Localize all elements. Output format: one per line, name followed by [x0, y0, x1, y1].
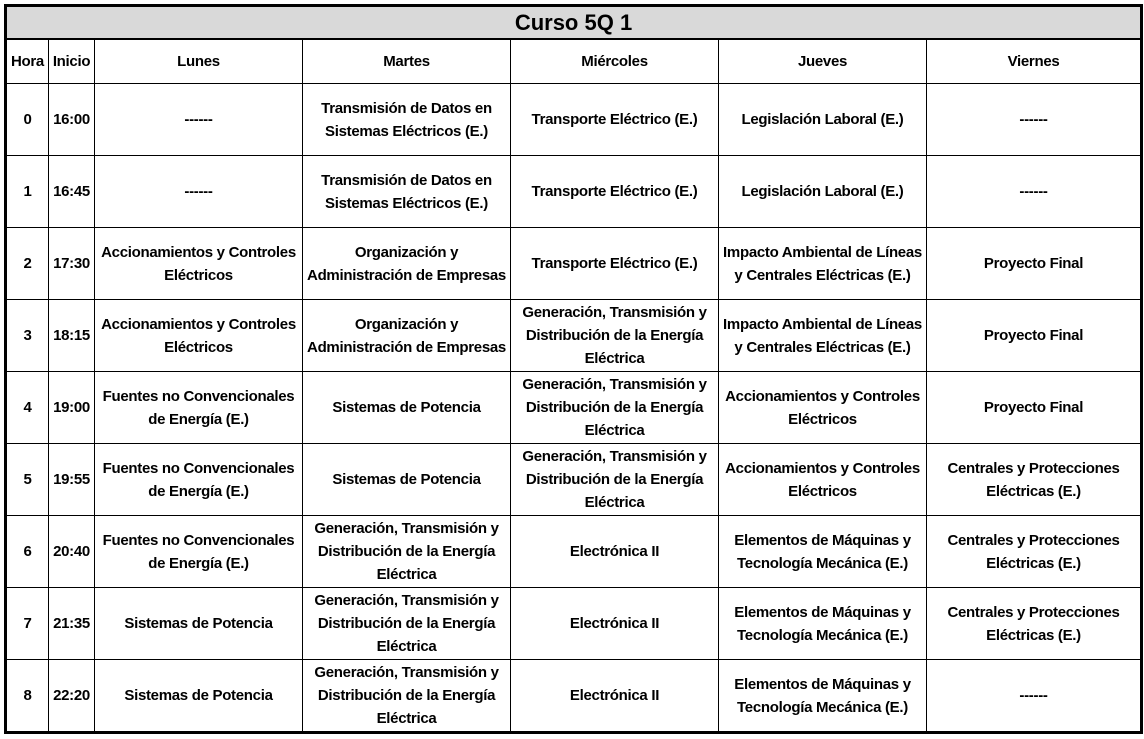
inicio-cell: 20:40: [49, 516, 95, 588]
table-row: [6, 660, 1142, 733]
table-row: [6, 84, 1142, 156]
lunes-cell: Fuentes no Convencionales de Energía (E.): [95, 516, 303, 588]
viernes-cell: Centrales y Protecciones Eléctricas (E.): [927, 444, 1142, 516]
jueves-cell: Legislación Laboral (E.): [719, 84, 927, 156]
hora-cell: 8: [6, 660, 49, 733]
miercoles-cell: Generación, Transmisión y Distribución de la Energía Eléctrica: [511, 444, 719, 516]
hora-cell: 3: [6, 300, 49, 372]
lunes-cell: ------: [95, 84, 303, 156]
viernes-cell: ------: [927, 660, 1142, 733]
martes-cell: Organización y Administración de Empresas: [303, 300, 511, 372]
table-row: [6, 300, 1142, 372]
martes-cell: Organización y Administración de Empresas: [303, 228, 511, 300]
jueves-cell: Impacto Ambiental de Líneas y Centrales Eléctricas (E.): [719, 300, 927, 372]
header-viernes: Viernes: [927, 39, 1142, 84]
miercoles-cell: Transporte Eléctrico (E.): [511, 228, 719, 300]
miercoles-cell: Electrónica II: [511, 660, 719, 733]
header-lunes: Lunes: [95, 39, 303, 84]
header-miercoles: Miércoles: [511, 39, 719, 84]
inicio-cell: 18:15: [49, 300, 95, 372]
martes-cell: Transmisión de Datos en Sistemas Eléctricos (E.): [303, 84, 511, 156]
table-row: [6, 588, 1142, 660]
jueves-cell: Accionamientos y Controles Eléctricos: [719, 372, 927, 444]
hora-cell: 0: [6, 84, 49, 156]
viernes-cell: ------: [927, 84, 1142, 156]
schedule-table: [4, 4, 1143, 734]
lunes-cell: Sistemas de Potencia: [95, 660, 303, 733]
header-jueves: Jueves: [719, 39, 927, 84]
hora-cell: 6: [6, 516, 49, 588]
miercoles-cell: Electrónica II: [511, 516, 719, 588]
table-row: [6, 156, 1142, 228]
header-hora: Hora: [6, 39, 49, 84]
inicio-cell: 21:35: [49, 588, 95, 660]
martes-cell: Generación, Transmisión y Distribución de la Energía Eléctrica: [303, 516, 511, 588]
lunes-cell: Fuentes no Convencionales de Energía (E.): [95, 372, 303, 444]
hora-cell: 2: [6, 228, 49, 300]
martes-cell: Sistemas de Potencia: [303, 444, 511, 516]
viernes-cell: Centrales y Protecciones Eléctricas (E.): [927, 516, 1142, 588]
hora-cell: 4: [6, 372, 49, 444]
viernes-cell: Centrales y Protecciones Eléctricas (E.): [927, 588, 1142, 660]
viernes-cell: Proyecto Final: [927, 228, 1142, 300]
hora-cell: 5: [6, 444, 49, 516]
martes-cell: Generación, Transmisión y Distribución de la Energía Eléctrica: [303, 588, 511, 660]
martes-cell: Sistemas de Potencia: [303, 372, 511, 444]
lunes-cell: Sistemas de Potencia: [95, 588, 303, 660]
jueves-cell: Legislación Laboral (E.): [719, 156, 927, 228]
table-row: [6, 516, 1142, 588]
martes-cell: Transmisión de Datos en Sistemas Eléctricos (E.): [303, 156, 511, 228]
table-row: [6, 444, 1142, 516]
inicio-cell: 17:30: [49, 228, 95, 300]
jueves-cell: Elementos de Máquinas y Tecnología Mecánica (E.): [719, 516, 927, 588]
viernes-cell: Proyecto Final: [927, 372, 1142, 444]
table-row: [6, 228, 1142, 300]
inicio-cell: 19:00: [49, 372, 95, 444]
miercoles-cell: Generación, Transmisión y Distribución de la Energía Eléctrica: [511, 300, 719, 372]
table-row: [6, 372, 1142, 444]
miercoles-cell: Transporte Eléctrico (E.): [511, 156, 719, 228]
schedule-title: Curso 5Q 1: [6, 6, 1142, 40]
inicio-cell: 16:45: [49, 156, 95, 228]
inicio-cell: 22:20: [49, 660, 95, 733]
jueves-cell: Elementos de Máquinas y Tecnología Mecánica (E.): [719, 660, 927, 733]
inicio-cell: 16:00: [49, 84, 95, 156]
jueves-cell: Accionamientos y Controles Eléctricos: [719, 444, 927, 516]
hora-cell: 7: [6, 588, 49, 660]
lunes-cell: Accionamientos y Controles Eléctricos: [95, 300, 303, 372]
miercoles-cell: Generación, Transmisión y Distribución de la Energía Eléctrica: [511, 372, 719, 444]
martes-cell: Generación, Transmisión y Distribución de la Energía Eléctrica: [303, 660, 511, 733]
jueves-cell: Impacto Ambiental de Líneas y Centrales Eléctricas (E.): [719, 228, 927, 300]
viernes-cell: Proyecto Final: [927, 300, 1142, 372]
schedule-container: [4, 4, 1140, 734]
inicio-cell: 19:55: [49, 444, 95, 516]
lunes-cell: Accionamientos y Controles Eléctricos: [95, 228, 303, 300]
jueves-cell: Elementos de Máquinas y Tecnología Mecánica (E.): [719, 588, 927, 660]
viernes-cell: ------: [927, 156, 1142, 228]
lunes-cell: ------: [95, 156, 303, 228]
hora-cell: 1: [6, 156, 49, 228]
lunes-cell: Fuentes no Convencionales de Energía (E.): [95, 444, 303, 516]
miercoles-cell: Electrónica II: [511, 588, 719, 660]
header-martes: Martes: [303, 39, 511, 84]
header-inicio: Inicio: [49, 39, 95, 84]
miercoles-cell: Transporte Eléctrico (E.): [511, 84, 719, 156]
